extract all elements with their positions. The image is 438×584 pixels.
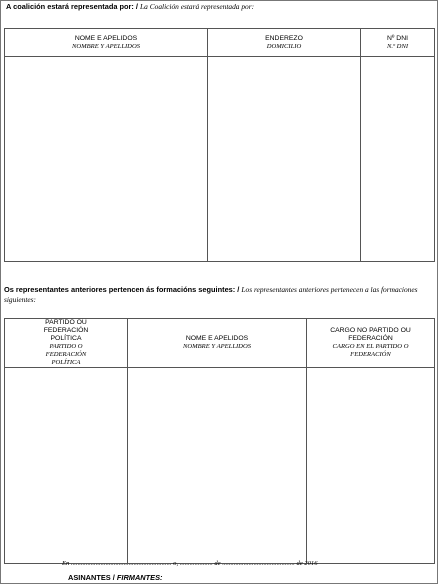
header-label-es: NOMBRE Y APELLIDOS	[182, 343, 251, 350]
separator: /	[110, 573, 117, 582]
table-header-row	[5, 319, 435, 368]
header-dni	[361, 29, 435, 57]
header-position	[307, 319, 435, 368]
coalition-representation-intro	[6, 2, 434, 12]
header-label-es: NOMBRE Y APELLIDOS	[71, 42, 140, 50]
separator: /	[235, 285, 242, 294]
header-label-ga: CARGO NO PARTIDO OU FEDERACIÓN	[330, 327, 411, 342]
header-label-ga: Nº DNI	[387, 34, 408, 42]
name-cell[interactable]	[5, 57, 208, 262]
header-address	[208, 29, 361, 57]
header-label-es: CARGO EN EL PARTIDO O FEDERACIÓN	[332, 343, 409, 358]
formations-intro	[4, 285, 434, 305]
table-row	[5, 368, 435, 564]
intro-spanish: Los representantes anteriores pertenecen a las formaciones siguientes:	[4, 285, 418, 304]
header-label-es: DOMICILIO	[266, 42, 302, 50]
header-label-ga: PARTIDO OU FEDERACIÓN POLÍTICA	[43, 319, 89, 342]
header-label-ga: ENDEREZO	[265, 34, 303, 42]
table-row	[5, 57, 435, 262]
intro-galician: Os representantes anteriores pertencen ás formacións seguintes:	[4, 285, 236, 294]
intro-galician: A coalición estará representada por:	[6, 2, 134, 11]
header-party	[5, 319, 128, 368]
dni-cell[interactable]	[361, 57, 435, 262]
header-label-es: N.º DNI	[386, 42, 409, 50]
header-label-es: PARTIDO O FEDERACIÓN POLÍTICA	[45, 343, 87, 366]
name-cell[interactable]	[128, 368, 307, 564]
representatives-table	[4, 28, 435, 262]
signers-label	[68, 573, 162, 582]
header-name	[5, 29, 208, 57]
party-cell[interactable]	[5, 368, 128, 564]
header-label-ga: NOME E APELIDOS	[74, 34, 138, 42]
separator: /	[133, 2, 141, 11]
formations-table	[4, 318, 435, 564]
date-place-line[interactable]: En ............................................................. o, .................... de ............................................ de 2016	[62, 560, 318, 567]
signers-spanish: FIRMANTES:	[116, 573, 163, 582]
header-name	[128, 319, 307, 368]
position-cell[interactable]	[307, 368, 435, 564]
table-header-row	[5, 29, 435, 57]
signers-galician: ASINANTES	[68, 573, 111, 582]
intro-spanish: La Coalición estará representada por:	[140, 2, 255, 11]
header-label-ga: NOME E APELIDOS	[185, 335, 249, 342]
address-cell[interactable]	[208, 57, 361, 262]
